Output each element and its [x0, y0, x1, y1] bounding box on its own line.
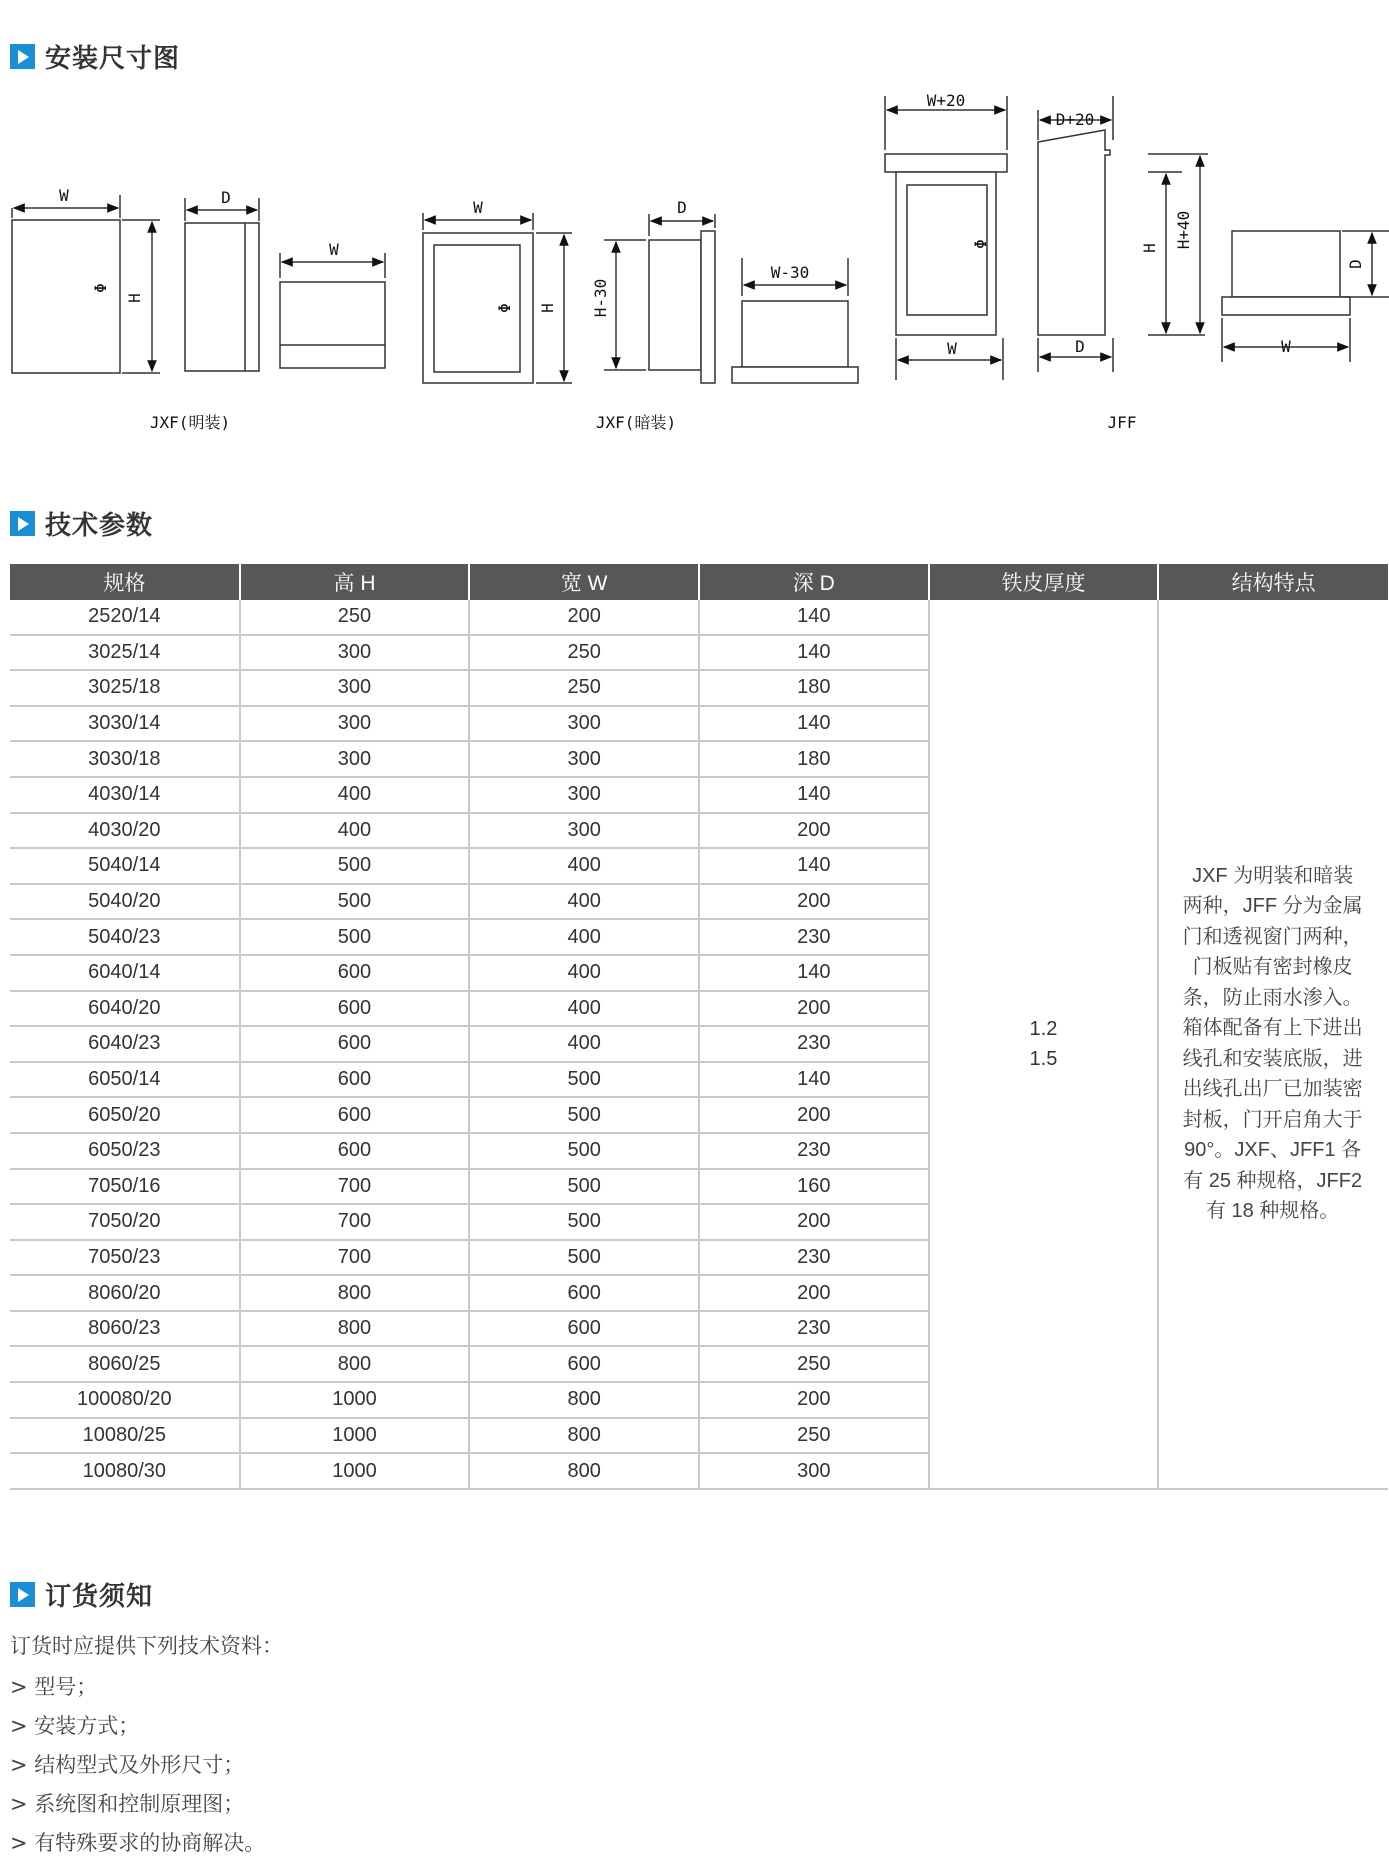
cell-depth: 160 — [699, 1169, 929, 1205]
cell-model: 6050/23 — [10, 1133, 240, 1169]
cell-width: 300 — [469, 706, 699, 742]
cell-width: 800 — [469, 1453, 699, 1489]
cell-model: 8060/25 — [10, 1346, 240, 1382]
table-row — [10, 600, 1388, 635]
cell-height: 800 — [240, 1346, 470, 1382]
header-thickness: 铁皮厚度 — [929, 564, 1159, 600]
cell-depth: 200 — [699, 813, 929, 849]
cell-model: 7050/16 — [10, 1169, 240, 1205]
cell-height: 600 — [240, 991, 470, 1027]
installation-drawings — [0, 90, 1389, 450]
cell-model: 6050/14 — [10, 1062, 240, 1098]
list-item: > 结构型式及外形尺寸； — [10, 1753, 245, 1777]
cell-width: 500 — [469, 1133, 699, 1169]
dim-label: Φ — [971, 239, 990, 249]
cell-width: 500 — [469, 1062, 699, 1098]
cell-height: 250 — [240, 600, 470, 635]
cell-width: 400 — [469, 1026, 699, 1062]
feature-line: 条，防止雨水渗入。 — [1182, 986, 1363, 1009]
cell-depth: 180 — [699, 741, 929, 777]
dim-label: D+20 — [1055, 110, 1095, 129]
feature-line: 90°。JXF、JFF1 各 — [1184, 1139, 1362, 1162]
cell-height: 400 — [240, 813, 470, 849]
feature-line: JXF 为明装和暗装 — [1192, 864, 1354, 887]
cell-height: 600 — [240, 1133, 470, 1169]
cell-width: 800 — [469, 1418, 699, 1454]
cell-height: 700 — [240, 1169, 470, 1205]
play-arrow-icon — [10, 44, 35, 69]
cell-depth: 200 — [699, 1275, 929, 1311]
cell-width: 400 — [469, 919, 699, 955]
cell-depth: 200 — [699, 884, 929, 920]
cell-model: 8060/23 — [10, 1311, 240, 1347]
cell-height: 500 — [240, 884, 470, 920]
cell-width: 600 — [469, 1275, 699, 1311]
cell-depth: 200 — [699, 1382, 929, 1418]
feature-line: 有 18 种规格。 — [1205, 1200, 1340, 1223]
cell-model: 5040/23 — [10, 919, 240, 955]
cell-height: 600 — [240, 1062, 470, 1098]
cell-height: 500 — [240, 848, 470, 884]
spec-table — [10, 564, 1388, 1490]
dim-label: D — [221, 188, 231, 207]
cell-model: 3025/14 — [10, 635, 240, 671]
cell-height: 1000 — [240, 1418, 470, 1454]
cell-width: 250 — [469, 635, 699, 671]
cell-model: 6050/20 — [10, 1097, 240, 1133]
cell-width: 200 — [469, 600, 699, 635]
feature-line: 门板贴有密封橡皮 — [1192, 956, 1353, 979]
header-width: 宽 W — [469, 564, 699, 600]
dim-label: W — [59, 186, 69, 205]
cell-depth: 230 — [699, 1311, 929, 1347]
dim-label: Φ — [495, 303, 514, 313]
section-header-order — [10, 1576, 153, 1613]
cell-width: 500 — [469, 1097, 699, 1133]
header-features: 结构特点 — [1158, 564, 1388, 600]
order-requirements-list — [10, 1668, 265, 1863]
cell-height: 300 — [240, 706, 470, 742]
cell-width: 600 — [469, 1346, 699, 1382]
cell-height: 700 — [240, 1204, 470, 1240]
dim-label: W — [947, 339, 957, 358]
list-item: > 型号； — [10, 1675, 98, 1699]
dim-label: H — [538, 303, 557, 313]
cell-model: 7050/23 — [10, 1240, 240, 1276]
cell-depth: 140 — [699, 955, 929, 991]
dim-label: W — [473, 198, 483, 217]
cell-height: 700 — [240, 1240, 470, 1276]
dim-label: H-30 — [591, 278, 610, 318]
dim-label: H — [1140, 243, 1159, 253]
feature-line: 封板，门开启角大于 — [1182, 1108, 1363, 1131]
cell-depth: 140 — [699, 635, 929, 671]
cell-model: 8060/20 — [10, 1275, 240, 1311]
list-item: > 系统图和控制原理图； — [10, 1792, 245, 1816]
cell-features — [1158, 600, 1388, 1489]
cell-depth: 140 — [699, 848, 929, 884]
cell-depth: 200 — [699, 1204, 929, 1240]
cell-width: 600 — [469, 1311, 699, 1347]
cell-model: 5040/20 — [10, 884, 240, 920]
cell-depth: 200 — [699, 1097, 929, 1133]
thickness-value: 1.2 — [1029, 1017, 1058, 1040]
cell-width: 500 — [469, 1240, 699, 1276]
feature-line: 箱体配备有上下进出 — [1182, 1017, 1363, 1040]
cell-height: 300 — [240, 741, 470, 777]
feature-line: 两种，JFF 分为金属 — [1182, 895, 1363, 918]
cell-model: 3030/14 — [10, 706, 240, 742]
dim-label: D — [1075, 337, 1085, 356]
feature-line: 线孔和安装底版，进 — [1182, 1047, 1363, 1070]
dim-label: W — [329, 240, 339, 259]
cell-width: 300 — [469, 741, 699, 777]
cell-height: 500 — [240, 919, 470, 955]
dim-label: D — [677, 198, 687, 217]
cell-height: 600 — [240, 1026, 470, 1062]
cell-width: 500 — [469, 1169, 699, 1205]
cell-width: 400 — [469, 955, 699, 991]
cell-depth: 230 — [699, 919, 929, 955]
section-title-tech: 技术参数 — [45, 511, 154, 541]
cell-model: 3025/18 — [10, 670, 240, 706]
cell-model: 4030/20 — [10, 813, 240, 849]
cell-height: 1000 — [240, 1453, 470, 1489]
cell-width: 500 — [469, 1204, 699, 1240]
cell-depth: 230 — [699, 1240, 929, 1276]
cell-depth: 200 — [699, 991, 929, 1027]
drawing-caption: JXF(明装) — [149, 413, 231, 432]
cell-model: 6040/20 — [10, 991, 240, 1027]
cell-model: 4030/14 — [10, 777, 240, 813]
dim-label: W-30 — [770, 263, 810, 282]
header-model: 规格 — [10, 564, 240, 600]
cell-height: 600 — [240, 1097, 470, 1133]
drawing-caption: JXF(暗装) — [595, 413, 677, 432]
cell-model: 2520/14 — [10, 600, 240, 635]
cell-depth: 250 — [699, 1418, 929, 1454]
section-header-tech — [10, 505, 153, 542]
thickness-value: 1.5 — [1029, 1047, 1058, 1070]
cell-depth: 140 — [699, 706, 929, 742]
cell-model: 7050/20 — [10, 1204, 240, 1240]
cell-height: 800 — [240, 1311, 470, 1347]
cell-model: 5040/14 — [10, 848, 240, 884]
cell-width: 300 — [469, 813, 699, 849]
cell-model: 10080/30 — [10, 1453, 240, 1489]
feature-line: 门和透视窗门两种， — [1182, 925, 1363, 948]
cell-height: 400 — [240, 777, 470, 813]
list-item: > 安装方式； — [10, 1714, 140, 1738]
cell-height: 600 — [240, 955, 470, 991]
dim-label: W+20 — [926, 91, 966, 110]
cell-height: 300 — [240, 670, 470, 706]
dim-label: H+40 — [1174, 210, 1193, 250]
cell-depth: 250 — [699, 1346, 929, 1382]
dim-label: Φ — [91, 283, 110, 293]
cell-depth: 230 — [699, 1133, 929, 1169]
cell-width: 300 — [469, 777, 699, 813]
cell-height: 800 — [240, 1275, 470, 1311]
header-depth: 深 D — [699, 564, 929, 600]
order-intro: 订货时应提供下列技术资料： — [10, 1634, 283, 1658]
cell-depth: 230 — [699, 1026, 929, 1062]
cell-depth: 140 — [699, 600, 929, 635]
feature-line: 出线孔出厂已加装密 — [1182, 1078, 1363, 1101]
cell-depth: 300 — [699, 1453, 929, 1489]
cell-model: 10080/25 — [10, 1418, 240, 1454]
table-header-row — [10, 564, 1388, 600]
cell-width: 400 — [469, 991, 699, 1027]
dim-label: D — [1346, 259, 1365, 269]
cell-height: 1000 — [240, 1382, 470, 1418]
cell-model: 6040/23 — [10, 1026, 240, 1062]
cell-depth: 140 — [699, 1062, 929, 1098]
cell-depth: 140 — [699, 777, 929, 813]
dim-label: H — [125, 293, 144, 303]
section-title-order: 订货须知 — [45, 1582, 154, 1612]
section-title-install: 安装尺寸图 — [45, 44, 181, 74]
cell-width: 800 — [469, 1382, 699, 1418]
list-item: > 有特殊要求的协商解决。 — [10, 1831, 266, 1855]
cell-width: 250 — [469, 670, 699, 706]
play-arrow-icon — [10, 1582, 35, 1607]
cell-model: 3030/18 — [10, 741, 240, 777]
cell-thickness — [929, 600, 1159, 1489]
cell-width: 400 — [469, 848, 699, 884]
cell-model: 6040/14 — [10, 955, 240, 991]
drawing-caption: JFF — [1107, 413, 1137, 432]
play-arrow-icon — [10, 511, 35, 536]
section-header-install — [10, 38, 180, 75]
feature-text — [1159, 861, 1388, 1227]
header-height: 高 H — [240, 564, 470, 600]
cell-depth: 180 — [699, 670, 929, 706]
feature-line: 有 25 种规格，JFF2 — [1183, 1169, 1363, 1192]
cell-height: 300 — [240, 635, 470, 671]
cell-model: 100080/20 — [10, 1382, 240, 1418]
dim-label: W — [1281, 337, 1291, 356]
cell-width: 400 — [469, 884, 699, 920]
